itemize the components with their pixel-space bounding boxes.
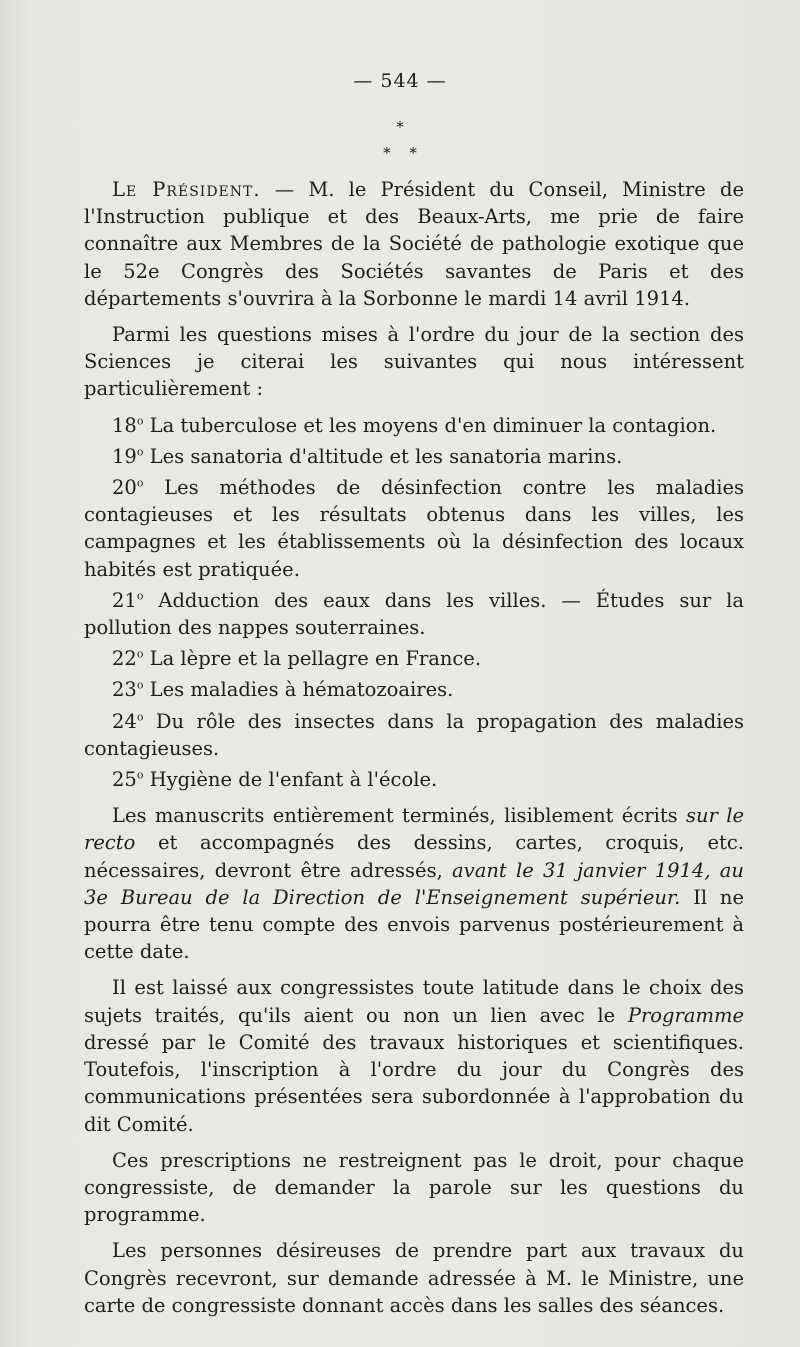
body-text	[84, 176, 744, 1328]
closing-paragraph: Les personnes désireuses de prendre part aux travaux du Congrès recevront, sur demande adressée à M. le Ministre, une carte de congressiste donnant accès dans les salles des séances.	[84, 1239, 744, 1317]
question-item: 20$^o$ Les méthodes de désinfection contre les maladies contagieuses et les résultats obtenus dans les villes, les campagnes et les établissements où la désinfection des locaux habités est pratiquée.	[84, 476, 744, 581]
intro-text: — M. le Président du Conseil, Ministre de l'Instruction publique et des Beaux-Arts, me prie de faire connaître aux Membres de la Société de pathologie exotique que le 52e Congrès des Sociétés savantes de Paris et des départements s'ouvrira à la Sorbonne le mardi 14 avril 1914.	[84, 178, 744, 310]
ornament-asterisk-top: *	[396, 118, 404, 136]
page-number: — 544 —	[353, 70, 447, 92]
latitude-paragraph: Il est laissé aux congressistes toute latitude dans le choix des sujets traités, qu'ils aient ou non un lien avec le Programme dressé par le Comité des travaux historiques et scientifiques. Toutefois, l'inscription à l'ordre du jour du Congrès des communications présentées sera subordonnée à l'approbation du dit Comité.	[84, 976, 744, 1136]
question-item: 22$^o$ La lèpre et la pellagre en France.	[112, 647, 482, 671]
question-item: 24$^o$ Du rôle des insectes dans la propagation des maladies contagieuses.	[84, 709, 744, 760]
question-item: 23$^o$ Les maladies à hématozoaires.	[112, 678, 454, 702]
ornament-asterisks-bottom: * *	[383, 144, 417, 162]
question-item: 25$^o$ Hygiène de l'enfant à l'école.	[112, 768, 438, 792]
manuscripts-paragraph: Les manuscrits entièrement terminés, lisiblement écrits sur le recto et accompagnés des dessins, cartes, croquis, etc. nécessaires, devront être adressés, avant le 31 janvier 1914, au 3e Bureau de la Direction de l'Enseignement supérieur. Il ne pourra être tenu compte des envois parvenus postérieurement à cette date.	[84, 804, 744, 964]
questions-intro: Parmi les questions mises à l'ordre du jour de la section des Sciences je citerai les suivantes qui nous intéressent particulièrement :	[84, 323, 744, 401]
question-item: 19$^o$ Les sanatoria d'altitude et les sanatoria marins.	[112, 444, 623, 468]
question-item: 21$^o$ Adduction des eaux dans les villes. — Études sur la pollution des nappes souterraines.	[84, 588, 744, 640]
intro-paragraph	[84, 176, 744, 312]
prescriptions-paragraph: Ces prescriptions ne restreignent pas le droit, pour chaque congressiste, de demander la parole sur les questions du programme.	[84, 1148, 744, 1227]
speaker-label: Le Président.	[112, 178, 261, 201]
question-item: 18$^o$ La tuberculose et les moyens d'en diminuer la contagion.	[112, 413, 717, 437]
